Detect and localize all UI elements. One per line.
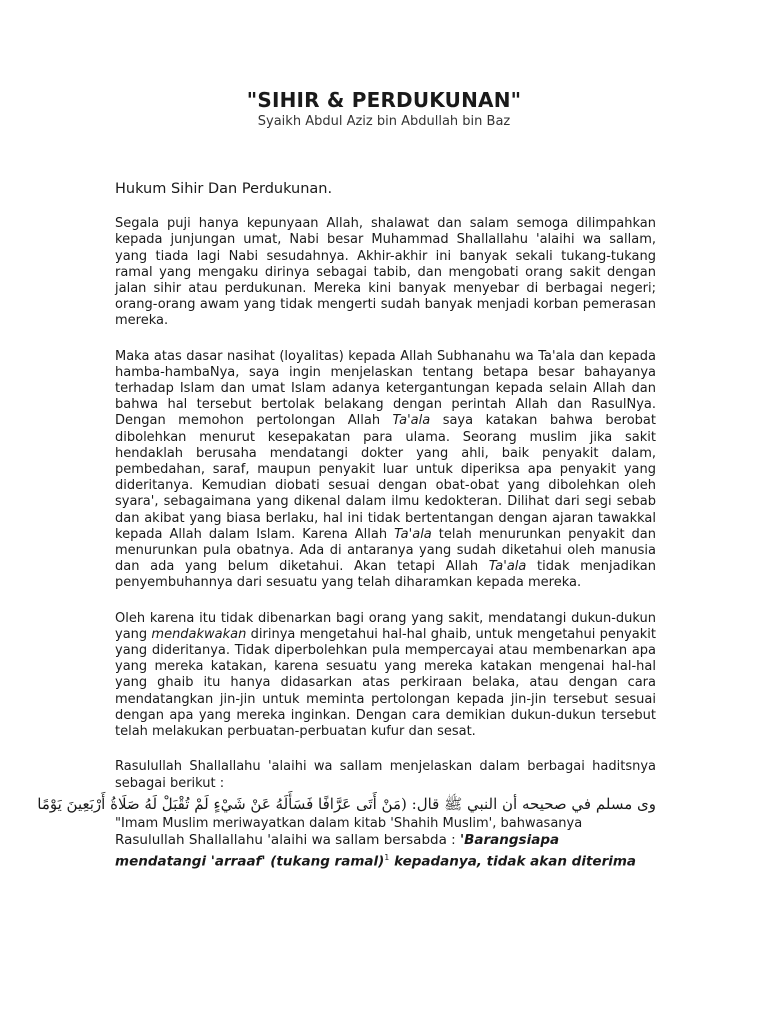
paragraph-1: Segala puji hanya kepunyaan Allah, shalawat dan salam semoga dilimpahkan kepada junjungan umat, Nabi besar Muhammad Shallallahu 'alaihi wa sallam, yang tiada lagi Nabi sesudahnya. Akhir-akhir ini banyak sekali tukang-tukang ramal yang mengaku dirinya sebagai tabib, dan mengobati orang sakit dengan jalan sihir atau perdukunan. Mereka kini banyak menyebar di berbagai negeri; orang-orang awam yang tidak mengerti sudah banyak menjadi korban pemerasan mereka. bbox=[115, 216, 656, 329]
document-title: "SIHIR & PERDUKUNAN" bbox=[246, 88, 522, 112]
arabic-hadith: وى مسلم في صحيحه أن النبي ﷺ قال: (مَنْ أَتَى عَرَّافًا فَسَأَلَهُ عَنْ شَيْءٍ لَمْ تُقْبَلْ لَهُ صَلَاةُ أَرْبَعِينَ يَوْمًا bbox=[37, 794, 656, 813]
paragraph-2-text-c: telah menurunkan penyakit dan menurunkan pula obatnya. Ada di antaranya yang sudah diketahui oleh manusia dan ada yang belum diketahui. Akan tetapi Allah bbox=[115, 526, 656, 575]
hadith-line-1: "Imam Muslim meriwayatkan dalam kitab 'Shahih Muslim', bahwasanya bbox=[115, 815, 583, 831]
hadith-quote-middle: mendatangi 'arraaf' (tukang ramal) bbox=[115, 853, 385, 870]
paragraph-2-text-b: saya katakan bahwa berobat dibolehkan menurut kesepakatan para ulama. Seorang muslim jika sakit hendaklah berusaha mendatangi dokter yang ahli, baik penyakit dalam, pembedahan, saraf, maupun penyakit luar untuk diperiksa apa penyakit yang dideritanya. Kemudian diobati sesuai dengan obat-obat yang dibolehkan oleh syara', sebagaimana yang dikenal dalam ilmu kedokteran. Dilihat dari segi sebab dan akibat yang biasa berlaku, hal ini tidak bertentangan dengan ajaran tawakkal kepada Allah dalam Islam. Karena Allah bbox=[115, 413, 656, 542]
hadith-line-2 bbox=[115, 832, 656, 849]
paragraph-2-text-a: Maka atas dasar nasihat (loyalitas) kepada Allah Subhanahu wa Ta'ala dan kepada hamba-hambaNya, saya ingin menjelaskan tentang betapa besar bahayanya terhadap Islam dan umat Islam adanya ketergantungan kepada selain Allah dan bahwa hal tersebut bertolak belakang dengan perintah Allah dan RasulNya. Dengan memohon pertolongan Allah bbox=[115, 348, 656, 429]
paragraph-3-italic-a: mendakwakan bbox=[151, 626, 247, 642]
hadith-quote-end: kepadanya, tidak akan diterima bbox=[389, 853, 637, 870]
section-heading: Hukum Sihir Dan Perdukunan. bbox=[115, 181, 333, 197]
paragraph-2-italic-a: Ta'ala bbox=[392, 413, 431, 429]
paragraph-3-text-b: dirinya mengetahui hal-hal ghaib, untuk mengetahui penyakit yang dideritanya. Tidak diperbolehkan pula mempercayai atau membenarkan apa yang mereka katakan, karena sesuatu yang mereka katakan mengenai hal-hal yang ghaib itu hanya didasarkan atas perkiraan belaka, atau dengan cara mendatangkan jin-jin untuk meminta pertolongan kepada jin-jin tersebut sesuai dengan apa yang mereka inginkan. Dengan cara demikian dukun-dukun tersebut telah melakukan perbuatan-perbuatan kufur dan sesat. bbox=[115, 626, 656, 740]
paragraph-2-italic-c: Ta'ala bbox=[488, 559, 527, 575]
paragraph-3-text-a: Oleh karena itu tidak dibenarkan bagi orang yang sakit, mendatangi dukun-dukun yang bbox=[115, 610, 656, 642]
paragraph-2 bbox=[115, 349, 656, 592]
footnote-marker[interactable]: 1 bbox=[384, 853, 390, 863]
document-body bbox=[37, 181, 656, 871]
paragraph-2-italic-b: Ta'ala bbox=[394, 526, 432, 542]
paragraph-2-text-d: tidak menjadikan penyembuhannya dari sesuatu yang telah diharamkan kepada mereka. bbox=[115, 559, 656, 591]
paragraph-3 bbox=[115, 611, 656, 741]
hadith-line-2-plain: Rasulullah Shallallahu 'alaihi wa sallam bersabda : bbox=[115, 832, 460, 849]
hadith-quote-start: 'Barangsiapa bbox=[459, 832, 560, 849]
paragraph-4: Rasulullah Shallallahu 'alaihi wa sallam menjelaskan dalam berbagai haditsnya sebagai berikut : bbox=[115, 759, 656, 791]
document-author: Syaikh Abdul Aziz bin Abdullah bin Baz bbox=[257, 114, 511, 129]
hadith-line-3 bbox=[115, 849, 656, 871]
